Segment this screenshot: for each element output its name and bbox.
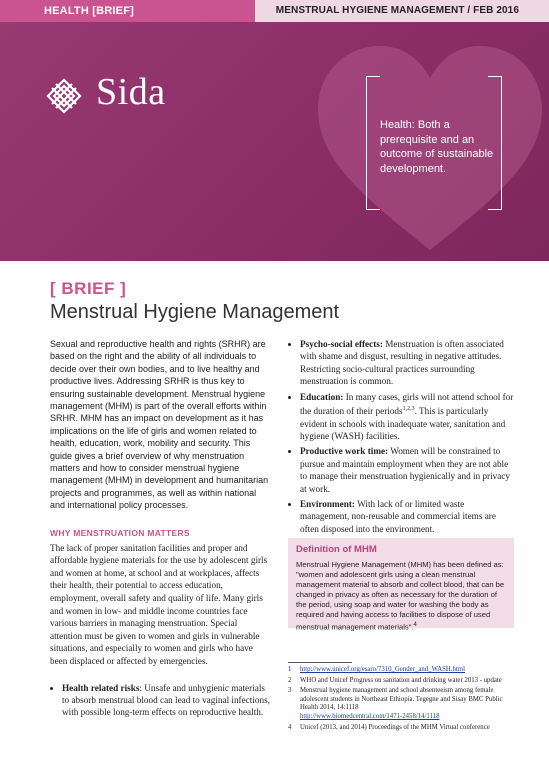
header-left-band — [0, 0, 255, 22]
section-heading-why: WHY MENSTRUATION MATTERS — [50, 527, 190, 538]
list-item: • Education: In many cases, girls will not attend school for the duration of their periods$^{1,2,3}$. This is particularly evident in schools with inadequate water, sanitation and hygiene (WASH) facilities. — [300, 391, 514, 443]
header-section-label: HEALTH [BRIEF] — [44, 5, 134, 17]
footnote-1: 1 http://www.unicef.org/esaro/7310_Gender_and_WASH.html — [288, 666, 465, 673]
header-document-title: MENSTRUAL HYGIENE MANAGEMENT / FEB 2016 — [275, 5, 519, 16]
intro-paragraph: Sexual and reproductive health and rights (SRHR) are based on the right and the ability of all individuals to decide over their own bodies, and to live healthy and productive lives. Addressing SRHR is thus key to ensuring sustainable development. Menstrual hygiene management (MHM) is part of the overall efforts within SRHR. MHM has an impact on development as it has implications on the life of girls and women related to health, education, work, mobility and security. This guide gives a brief overview of why menstruation matters and how to consider menstrual hygiene management (MHM) in development and humanitarian projects and programmes, as well as within national and international policy processes. — [50, 339, 269, 511]
right-column — [288, 338, 514, 538]
quote-bracket-left — [366, 76, 380, 210]
footnote-2: 2 WHO and Unicef Progress on sanitation and drinking water 2013 - update — [288, 676, 502, 684]
why-paragraph: The lack of proper sanitation facilities and proper and affordable hygiene materials for the use by adolescent girls and women at home, at school and at workplaces, affects their health, their potential to access education, employment, overall safety and quality of life. Many girls and women in low- and middle income countries face various barriers in managing menstruation. Special attention must be given to women and girls in vulnerable situations, and especially to women and girls who have been displaced or affected by emergencies. — [50, 542, 268, 667]
left-bullet-list — [50, 682, 270, 719]
left-column — [50, 338, 270, 722]
list-item: • Productive work time: Women will be constrained to pursue and maintain employment when they are not able to manage their menstruation hygienically and in privacy at work. — [300, 445, 514, 495]
sida-logo-text: Sida — [96, 71, 166, 113]
hero-banner — [0, 22, 549, 261]
list-item: • Health related risks: Unsafe and unhygienic materials to absorb menstrual blood can lead to vaginal infections, with possible long-term effects on reproductive health. — [62, 682, 270, 719]
brief-tag: [ BRIEF ] — [50, 279, 127, 298]
right-bullet-list — [288, 338, 514, 535]
definition-title: Definition of MHM — [296, 544, 377, 555]
footnote-3: 3 Menstrual hygiene management and school absenteeism among female adolescent students in Northeast Ethiopia. Tegegne and Sisay BMC Public Health 2014, 14:1118 http://www.biomedcentral.com/1471-2458/14/1118 — [288, 687, 503, 720]
footnote-link[interactable]: http://www.unicef.org/esaro/7310_Gender_and_WASH.html — [300, 666, 465, 673]
hero-tagline: Health: Both a prerequisite and an outcome of sustainable development. — [380, 119, 494, 175]
footnote-divider — [288, 662, 352, 663]
page-title: Menstrual Hygiene Management — [50, 301, 340, 323]
list-item: • Environment: With lack of or limited waste management, non-reusable and commercial items are often disposed into the environment. — [300, 498, 514, 535]
list-item: • Psycho-social effects: Menstruation is often associated with shame and disgust, resulting in negative attitudes. Restricting socio-cultural practices surrounding menstruation is common. — [300, 338, 514, 388]
definition-box — [288, 538, 514, 632]
footnote-4: 4 Unicef (2013, and 2014) Proceedings of the MHM Virtual conference — [288, 723, 490, 731]
footnote-link[interactable]: http://www.biomedcentral.com/1471-2458/14/1118 — [300, 712, 440, 720]
header-right-band — [255, 0, 549, 22]
footnotes — [288, 666, 518, 734]
definition-body: Menstrual Hygiene Management (MHM) has been defined as: "women and adolescent girls using a clean menstrual management material to absorb and collect blood, that can be changed in privacy as often as necessary for the duration of the period, using soap and water for washing the body as required and having access to facilities to dispose of used menstrual management materials".$^4$ — [296, 560, 505, 632]
header-bar — [0, 0, 549, 22]
